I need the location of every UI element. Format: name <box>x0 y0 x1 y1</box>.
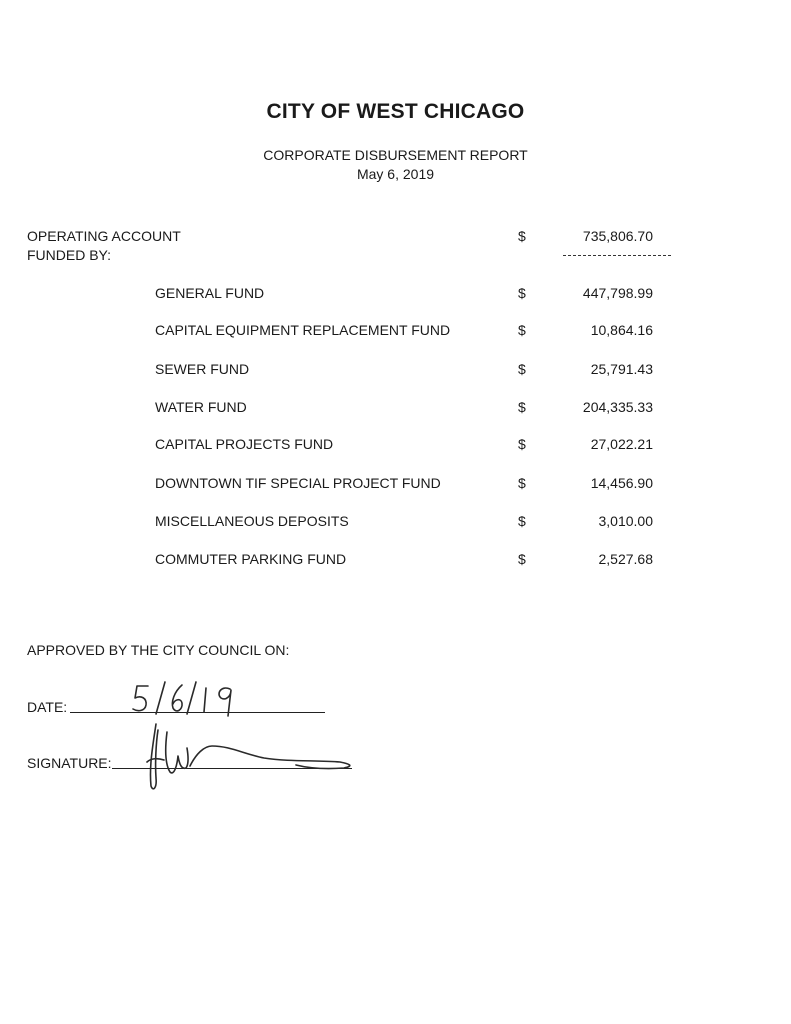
fund-amount: 2,527.68 <box>598 551 653 567</box>
fund-amount: 3,010.00 <box>598 513 653 529</box>
operating-amount: 735,806.70 <box>582 228 653 244</box>
fund-name: CAPITAL EQUIPMENT REPLACEMENT FUND <box>155 322 451 338</box>
fund-currency: $ <box>518 513 526 529</box>
fund-name: DOWNTOWN TIF SPECIAL PROJECT FUND <box>155 475 441 491</box>
fund-currency: $ <box>518 436 526 452</box>
date-label: DATE: <box>27 699 68 715</box>
fund-name: CAPITAL PROJECTS FUND <box>155 436 334 452</box>
fund-amount: 14,456.90 <box>590 475 653 491</box>
fund-currency: $ <box>518 285 526 301</box>
fund-name: WATER FUND <box>155 399 247 415</box>
handwritten-date <box>120 676 270 722</box>
fund-name: MISCELLANEOUS DEPOSITS <box>155 513 349 529</box>
fund-currency: $ <box>518 551 526 567</box>
fund-name: COMMUTER PARKING FUND <box>155 551 347 567</box>
fund-amount: 10,864.16 <box>590 322 653 338</box>
approval-heading: APPROVED BY THE CITY COUNCIL ON: <box>27 642 290 658</box>
total-divider <box>563 255 671 256</box>
fund-name: GENERAL FUND <box>155 285 265 301</box>
fund-currency: $ <box>518 399 526 415</box>
report-date: May 6, 2019 <box>356 166 435 182</box>
fund-amount: 27,022.21 <box>590 436 653 452</box>
fund-currency: $ <box>518 475 526 491</box>
fund-name: SEWER FUND <box>155 361 250 377</box>
fund-currency: $ <box>518 361 526 377</box>
operating-account-label: OPERATING ACCOUNT <box>27 228 181 244</box>
report-subtitle: CORPORATE DISBURSEMENT REPORT <box>263 147 528 163</box>
signature-label: SIGNATURE: <box>27 755 112 771</box>
fund-amount: 204,335.33 <box>582 399 653 415</box>
signature-scribble <box>140 718 360 794</box>
fund-amount: 447,798.99 <box>582 285 653 301</box>
fund-currency: $ <box>518 322 526 338</box>
fund-amount: 25,791.43 <box>590 361 653 377</box>
funded-by-label: FUNDED BY: <box>27 247 112 263</box>
operating-currency: $ <box>518 228 526 244</box>
document-title: CITY OF WEST CHICAGO <box>266 100 525 123</box>
